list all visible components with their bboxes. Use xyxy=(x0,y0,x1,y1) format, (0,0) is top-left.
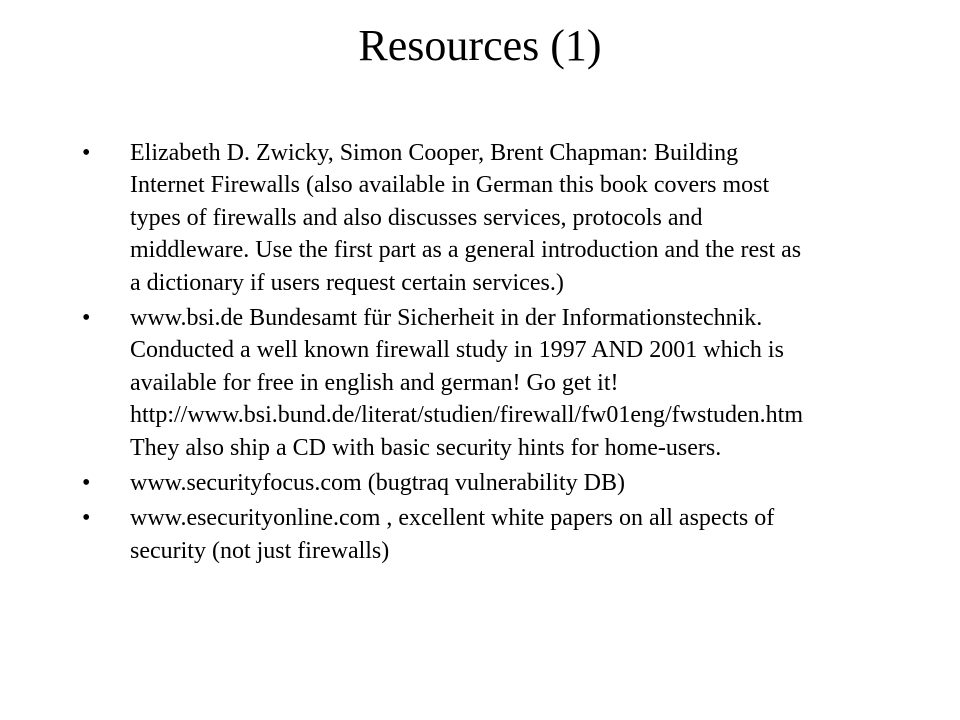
bsi-study-url: http://www.bsi.bund.de/literat/studien/firewall/fw01eng/fwstuden.htm xyxy=(130,402,803,429)
bullet-text-line: They also ship a CD with basic security hints for home-users. xyxy=(130,434,722,461)
bullet-text-line: security (not just firewalls) xyxy=(130,537,390,564)
bullet-item-bsi xyxy=(74,302,904,464)
slide-title: Resources (1) xyxy=(358,21,602,70)
bullet-text-line: Conducted a well known firewall study in 1997 AND 2001 which is xyxy=(130,337,784,364)
bullet-dot: • xyxy=(82,505,91,532)
bullet-text-line: www.bsi.de Bundesamt für Sicherheit in der Informationstechnik. xyxy=(130,305,763,332)
bullet-item-securityfocus xyxy=(74,467,904,499)
bullet-text-line: middleware. Use the first part as a general introduction and the rest as xyxy=(130,237,802,264)
bullet-dot: • xyxy=(82,305,91,332)
bullet-text-line: a dictionary if users request certain services.) xyxy=(130,269,564,296)
bullet-dot: • xyxy=(82,470,91,497)
bullet-text-line: www.securityfocus.com (bugtraq vulnerability DB) xyxy=(130,470,625,497)
bullet-list xyxy=(74,137,904,570)
bullet-dot: • xyxy=(82,140,91,166)
bullet-text-line: Elizabeth D. Zwicky, Simon Cooper, Brent Chapman: Building xyxy=(130,140,739,166)
bullet-item-esecurityonline xyxy=(74,502,904,567)
bullet-text-line: types of firewalls and also discusses services, protocols and xyxy=(130,204,703,231)
bullet-text-line: www.esecurityonline.com , excellent white papers on all aspects of xyxy=(130,505,775,532)
bullet-text-line: available for free in english and german! Go get it! xyxy=(130,369,619,396)
bullet-item-zwicky-book xyxy=(74,137,904,299)
bullet-text-line: Internet Firewalls (also available in German this book covers most xyxy=(130,172,770,199)
